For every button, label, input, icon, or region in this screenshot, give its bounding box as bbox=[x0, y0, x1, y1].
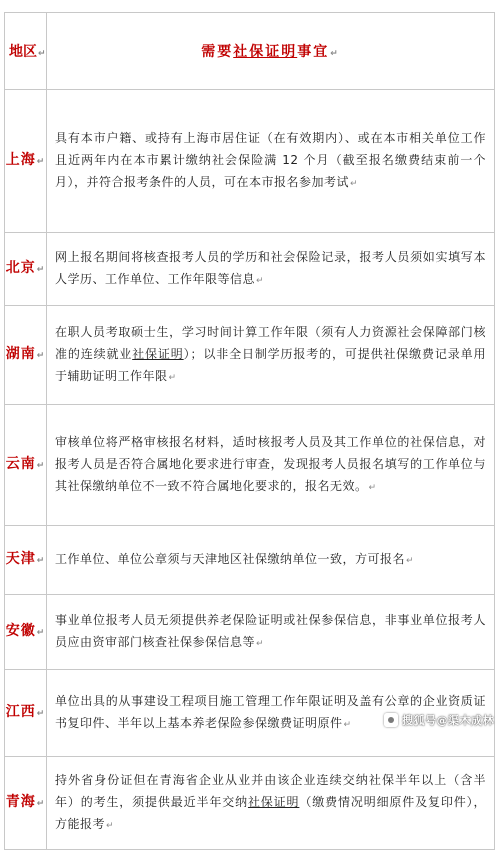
paragraph-mark-icon: ↵ bbox=[368, 483, 377, 493]
requirement-text-before: 在职人员考取硕士生，学习时间计算工作年限（须有人力资源社会保障部门核准的连续就业 bbox=[55, 325, 486, 361]
requirement-cell bbox=[47, 526, 495, 595]
requirement-text-underlined: 社保证明 bbox=[132, 347, 184, 361]
header-title-before: 需要 bbox=[201, 44, 234, 60]
region-name: 江西 bbox=[5, 704, 36, 720]
requirement-text-after: ）；以非全日制学历报考的，可提供社保缴费记录单用于辅助证明工作年限 bbox=[55, 347, 486, 383]
region-cell bbox=[5, 90, 47, 233]
region-cell bbox=[5, 526, 47, 595]
region-cell bbox=[5, 757, 47, 850]
table-row bbox=[5, 757, 495, 850]
region-cell bbox=[5, 595, 47, 670]
requirement-cell bbox=[47, 595, 495, 670]
paragraph-mark-icon: ↵ bbox=[256, 639, 265, 649]
watermark-text: 搜狐号@渠木成林 bbox=[402, 714, 494, 727]
paragraph-mark-icon: ↵ bbox=[36, 157, 46, 167]
requirement-text: 工作单位、单位公章须与天津地区社保缴纳单位一致，方可报名 bbox=[55, 552, 406, 566]
table-row bbox=[5, 405, 495, 526]
header-region-cell bbox=[5, 13, 47, 90]
region-name: 上海 bbox=[5, 152, 36, 168]
region-name: 湖南 bbox=[5, 346, 36, 362]
paragraph-mark-icon: ↵ bbox=[350, 179, 359, 189]
paragraph-mark-icon: ↵ bbox=[106, 821, 115, 831]
table-row bbox=[5, 90, 495, 233]
requirement-text: 单位出具的从事建设工程项目施工管理工作年限证明及盖有公章的企业资质证书复印件、半年以上基本养老保险参保缴费证明原件 bbox=[55, 694, 486, 730]
sohu-logo-icon bbox=[384, 713, 398, 727]
paragraph-mark-icon: ↵ bbox=[36, 628, 46, 638]
region-name: 天津 bbox=[5, 551, 36, 567]
requirement-cell bbox=[47, 306, 495, 405]
sohu-watermark bbox=[384, 712, 494, 728]
table-row bbox=[5, 306, 495, 405]
header-title-after: 事宜 bbox=[297, 44, 330, 60]
header-region-label: 地区 bbox=[9, 44, 37, 60]
paragraph-mark-icon: ↵ bbox=[256, 276, 265, 286]
region-name: 云南 bbox=[5, 456, 36, 472]
paragraph-mark-icon: ↵ bbox=[38, 49, 46, 59]
header-requirement-cell bbox=[47, 13, 495, 90]
table-row bbox=[5, 595, 495, 670]
region-cell bbox=[5, 306, 47, 405]
paragraph-mark-icon: ↵ bbox=[36, 461, 46, 471]
paragraph-mark-icon: ↵ bbox=[36, 556, 46, 566]
region-cell bbox=[5, 233, 47, 306]
table-row bbox=[5, 526, 495, 595]
header-title-underlined: 社保证明 bbox=[233, 44, 298, 60]
table-row bbox=[5, 233, 495, 306]
paragraph-mark-icon: ↵ bbox=[168, 373, 177, 383]
requirement-cell bbox=[47, 405, 495, 526]
paragraph-mark-icon: ↵ bbox=[36, 799, 46, 809]
requirement-cell bbox=[47, 757, 495, 850]
region-cell bbox=[5, 670, 47, 757]
requirement-cell bbox=[47, 233, 495, 306]
requirement-text: 事业单位报考人员无须提供养老保险证明或社保参保信息，非事业单位报考人员应由资审部门核查社保参保信息等 bbox=[55, 613, 486, 649]
paragraph-mark-icon: ↵ bbox=[330, 49, 340, 59]
paragraph-mark-icon: ↵ bbox=[36, 351, 46, 361]
region-cell bbox=[5, 405, 47, 526]
paragraph-mark-icon: ↵ bbox=[343, 720, 352, 730]
paragraph-mark-icon: ↵ bbox=[406, 556, 415, 566]
region-name: 北京 bbox=[5, 260, 36, 276]
region-name: 安徽 bbox=[5, 623, 36, 639]
paragraph-mark-icon: ↵ bbox=[36, 265, 46, 275]
requirement-text-before: 持外省身份证但在青海省企业从业并由该企业连续交纳社保半年以上（含半年）的考生，须提供最近半年交纳 bbox=[55, 773, 486, 809]
requirement-text: 具有本市户籍、或持有上海市居住证（在有效期内）、或在本市相关单位工作且近两年内在本市累计缴纳社会保险满 12 个月（截至报名缴费结束前一个月），并符合报考条件的人员，可在本市报名参加考试 bbox=[55, 131, 486, 189]
requirement-text: 网上报名期间将核查报考人员的学历和社会保险记录，报考人员须如实填写本人学历、工作单位、工作年限等信息 bbox=[55, 250, 486, 286]
requirement-cell bbox=[47, 90, 495, 233]
paragraph-mark-icon: ↵ bbox=[36, 709, 46, 719]
region-name: 青海 bbox=[5, 794, 36, 810]
requirement-text-underlined: 社保证明 bbox=[247, 795, 300, 809]
requirement-text: 审核单位将严格审核报名材料，适时核报考人员及其工作单位的社保信息，对报考人员是否符合属地化要求进行审查，发现报考人员报名填写的工作单位与其社保缴纳单位不一致不符合属地化要求的，报名无效。 bbox=[55, 435, 486, 493]
requirement-text-after: （缴费情况明细原件及复印件），方能报考 bbox=[55, 795, 486, 831]
table-header-row bbox=[5, 13, 495, 90]
